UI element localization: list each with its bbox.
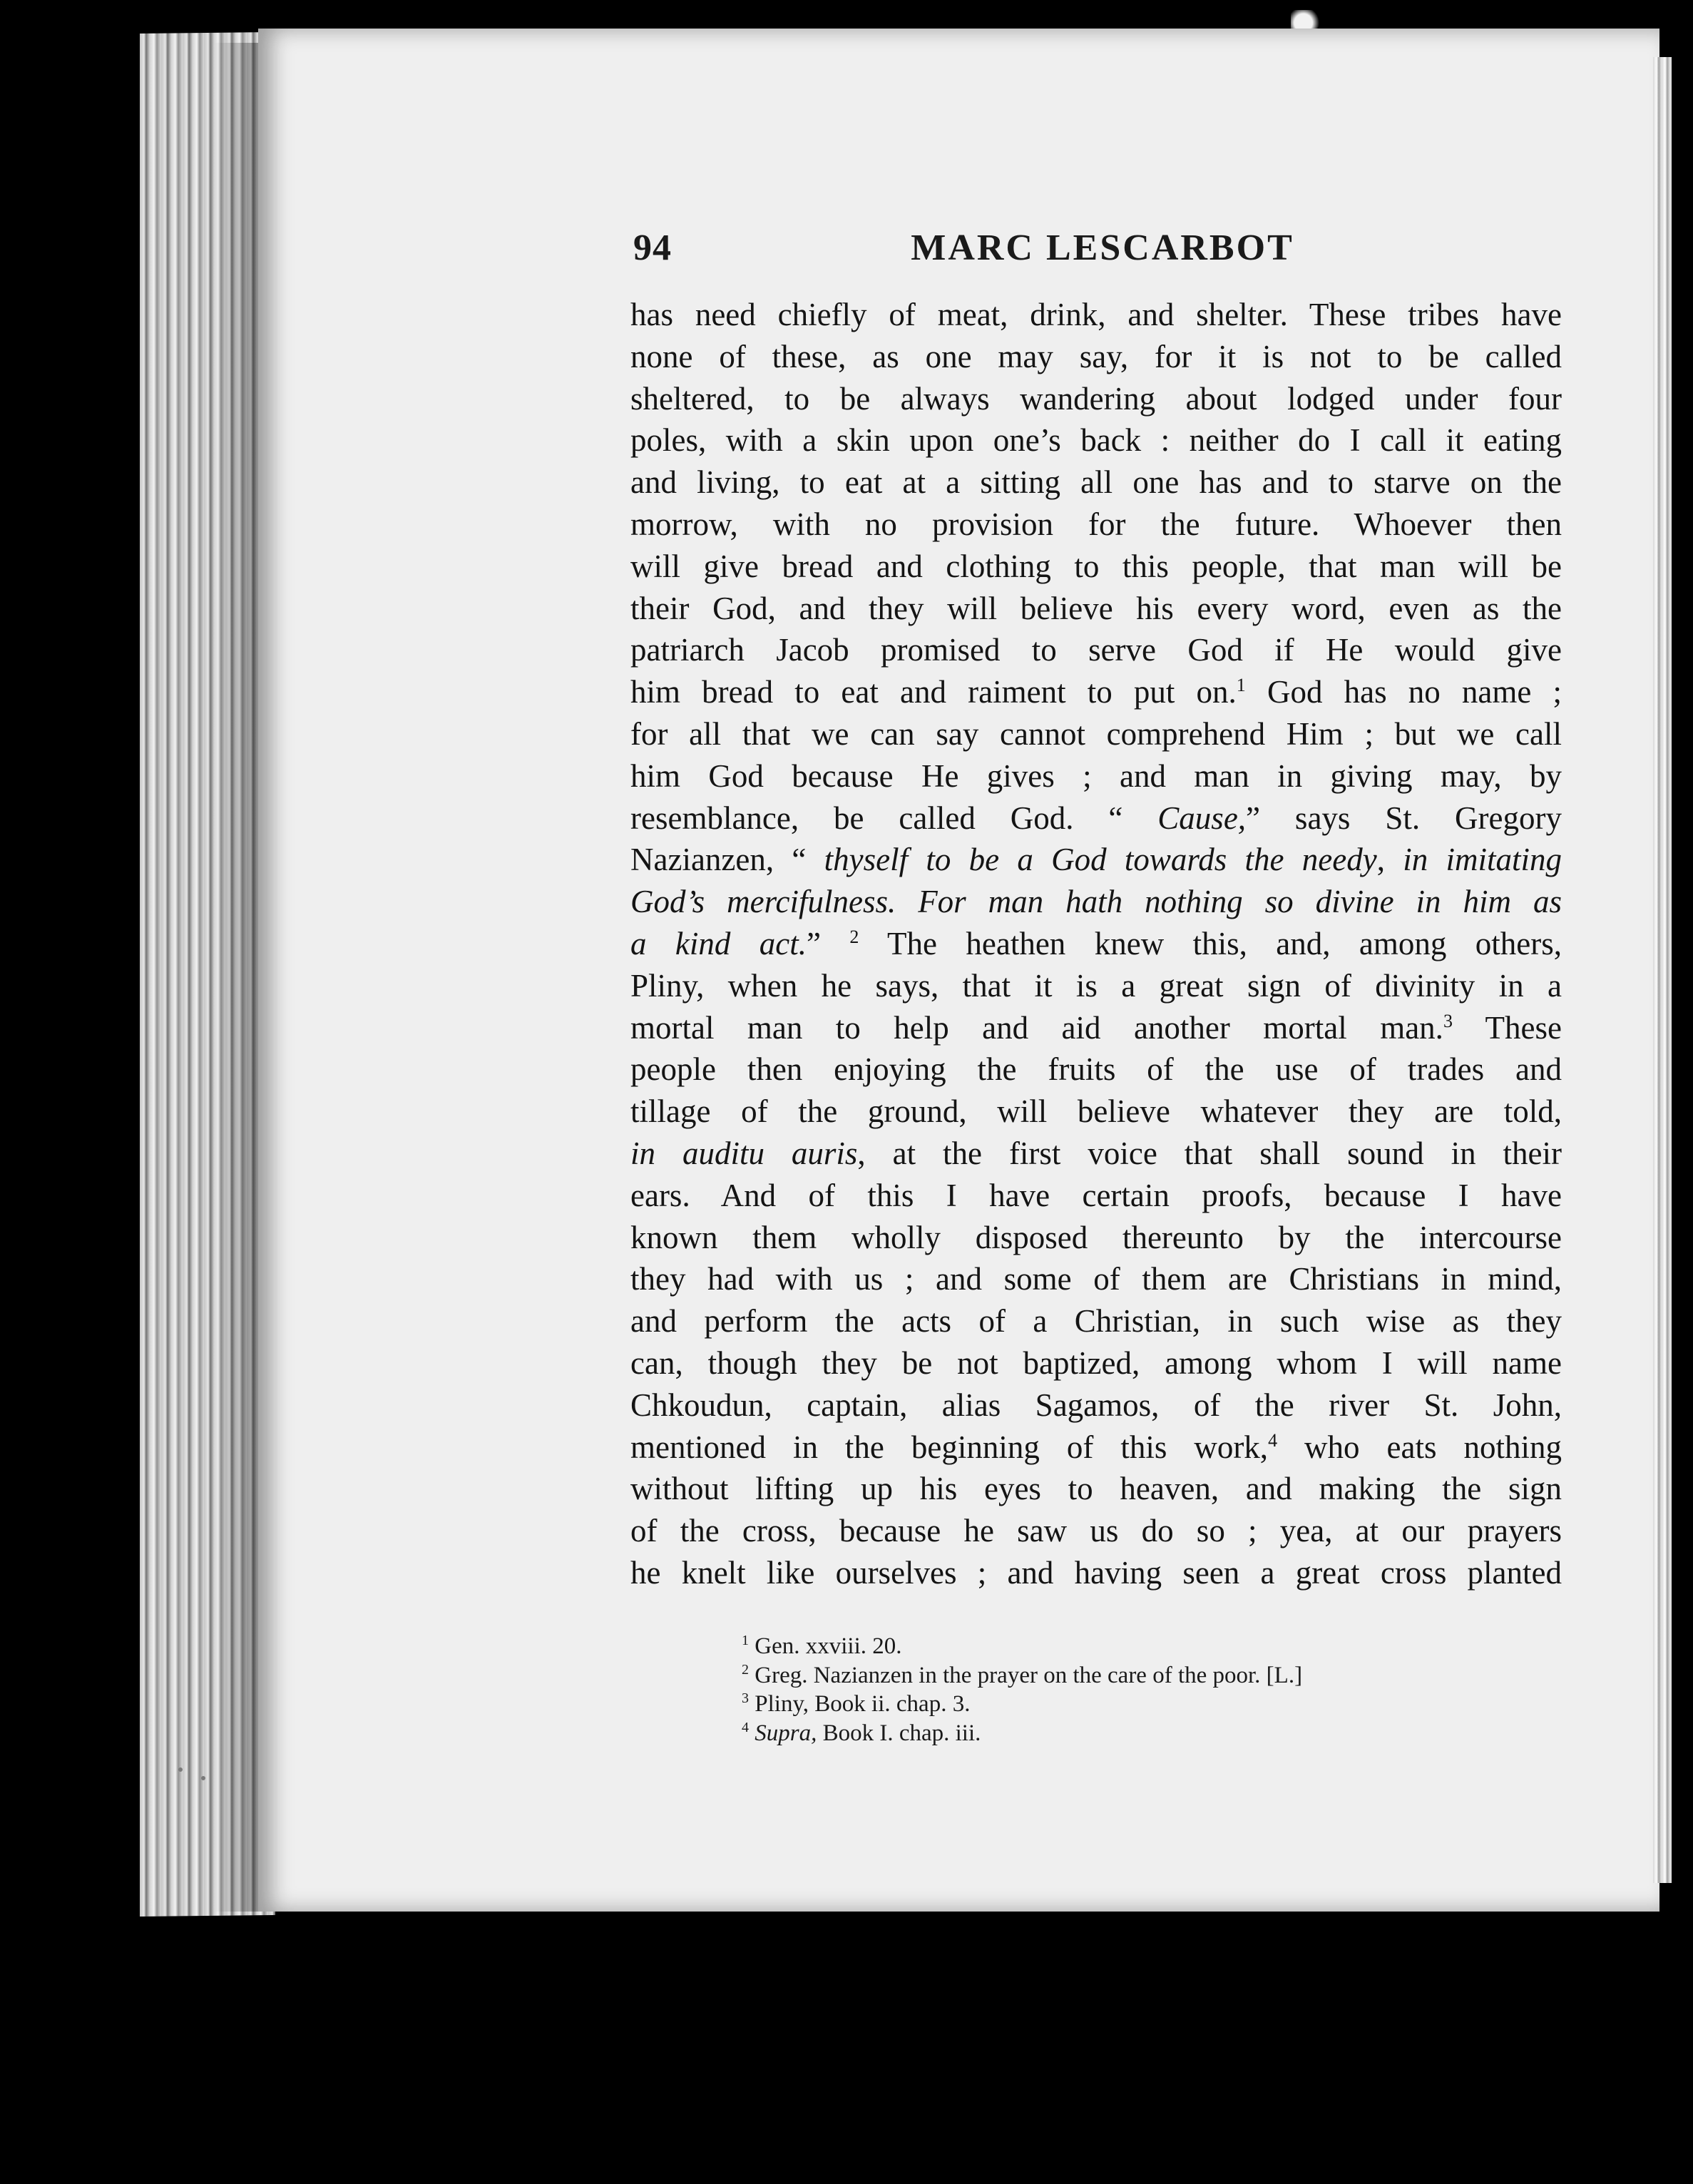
footnotes xyxy=(742,1632,1562,1747)
text-line: a kind act.” $^2$ The heathen knew this, and, among others, xyxy=(630,925,1562,961)
scan-artifact xyxy=(178,1767,183,1772)
footnote: $^4$ Supra, Book I. chap. iii. xyxy=(742,1719,981,1746)
text-line: will give bread and clothing to this people, that man will be xyxy=(630,548,1562,584)
text-line: in auditu auris, at the first voice that shall sound in their xyxy=(630,1135,1562,1171)
text-line: tillage of the ground, will believe whatever they are told, xyxy=(630,1093,1562,1130)
text-line: Nazianzen, “ thyself to be a God towards the needy, in imitating xyxy=(630,842,1562,878)
text-line: and living, to eat at a sitting all one has and to starve on the xyxy=(630,464,1562,501)
footnote-ref: 1 xyxy=(1236,675,1246,696)
text-line: and perform the acts of a Christian, in such wise as they xyxy=(630,1303,1562,1340)
footnote-ref: 2 xyxy=(849,926,859,947)
text-line: morrow, with no provision for the future. Whoever then xyxy=(630,506,1562,542)
text-line: he knelt like ourselves ; and having seen a great cross planted xyxy=(630,1554,1562,1591)
text-line: him God because He gives ; and man in giving may, by xyxy=(630,757,1562,794)
footnote: $^2$ Greg. Nazianzen in the prayer on the care of the poor. [L.] xyxy=(742,1661,1303,1688)
text-line: God’s mercifulness. For man hath nothing so divine in him as xyxy=(630,884,1562,920)
text-line: has need chiefly of meat, drink, and shelter. These tribes have xyxy=(630,297,1562,332)
footnote-ref: 4 xyxy=(1268,1429,1278,1451)
footnote: $^3$ Pliny, Book ii. chap. 3. xyxy=(742,1690,971,1717)
text-line: patriarch Jacob promised to serve God if He would give xyxy=(630,632,1562,668)
text-line: resemblance, be called God. “ Cause,” says St. Gregory xyxy=(630,800,1562,836)
text-line: their God, and they will believe his every word, even as the xyxy=(630,590,1562,626)
page-number: 94 xyxy=(633,228,672,268)
body-text xyxy=(630,294,1562,1594)
text-line: for all that we can say cannot comprehend Him ; but we call xyxy=(630,715,1562,752)
text-line: sheltered, to be always wandering about lodged under four xyxy=(630,380,1562,417)
running-title: MARC LESCARBOT xyxy=(911,228,1294,268)
text-line: they had with us ; and some of them are Christians in mind, xyxy=(630,1261,1562,1297)
text-line: known them wholly disposed thereunto by the intercourse xyxy=(630,1219,1562,1255)
scan-artifact xyxy=(201,1776,205,1780)
right-page-edge xyxy=(1653,57,1672,1883)
text-line: mortal man to help and aid another mortal man.$^3$ These xyxy=(630,1009,1562,1046)
text-line: mentioned in the beginning of this work,$^4$ who eats nothing xyxy=(630,1429,1562,1465)
footnote-ref: 3 xyxy=(1443,1010,1453,1031)
text-line: people then enjoying the fruits of the use of trades and xyxy=(630,1051,1562,1088)
running-head xyxy=(633,227,1562,277)
footnote: $^1$ Gen. xxviii. 20. xyxy=(742,1633,902,1659)
text-line: Chkoudun, captain, alias Sagamos, of the river St. John, xyxy=(630,1387,1562,1423)
text-line: of the cross, because he saw us do so ; yea, at our prayers xyxy=(630,1513,1562,1549)
text-line: Pliny, when he says, that it is a great sign of divinity in a xyxy=(630,967,1562,1004)
text-line: ears. And of this I have certain proofs, because I have xyxy=(630,1177,1562,1213)
text-line: him bread to eat and raiment to put on.$^1$ God has no name ; xyxy=(630,674,1562,710)
text-line: poles, with a skin upon one’s back : neither do I call it eating xyxy=(630,422,1562,459)
text-line: none of these, as one may say, for it is not to be called xyxy=(630,338,1562,374)
text-line: without lifting up his eyes to heaven, and making the sign xyxy=(630,1471,1562,1507)
text-line: can, though they be not baptized, among whom I will name xyxy=(630,1344,1562,1381)
